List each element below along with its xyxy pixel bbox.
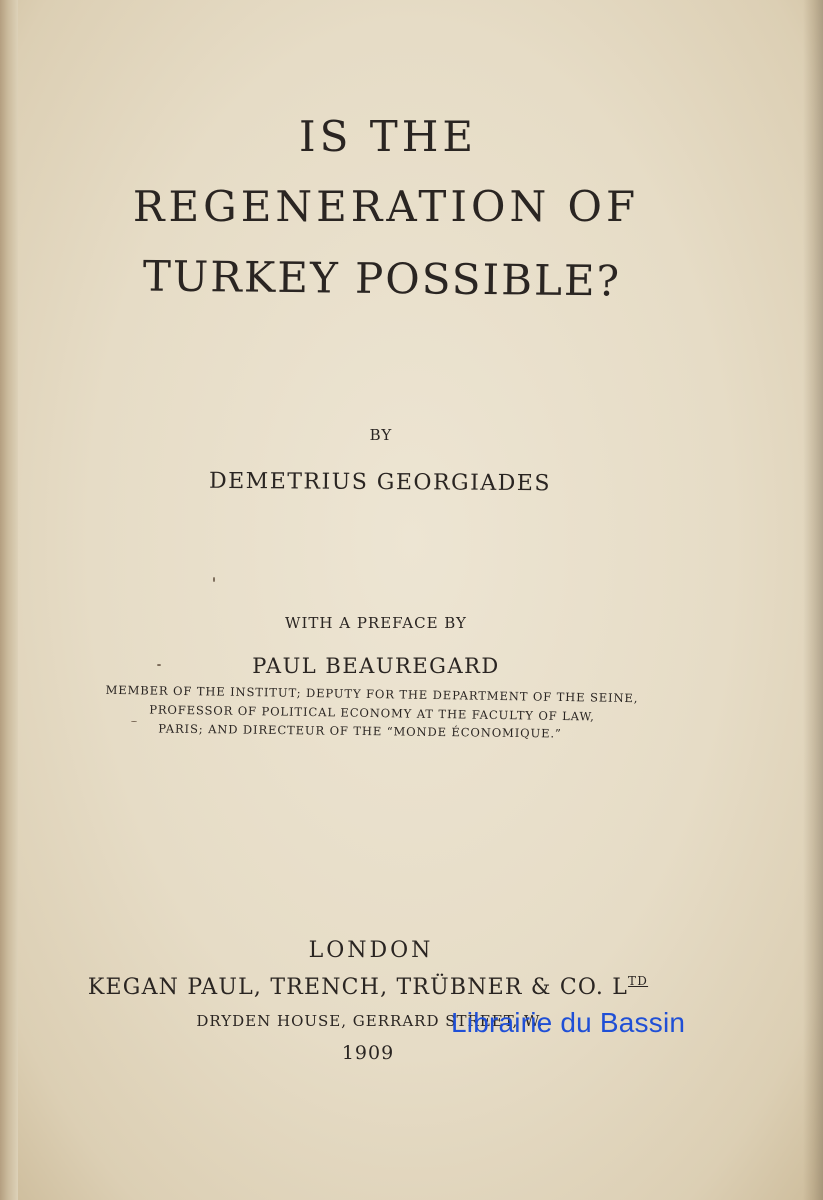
preface-credentials-line-1: MEMBER OF THE INSTITUT; DEPUTY FOR THE DEPARTMENT OF THE SEINE, [105, 682, 639, 706]
preface-author-name: PAUL BEAUREGARD [252, 654, 500, 678]
preface-intro: WITH A PREFACE BY [285, 614, 467, 632]
imprint-city: LONDON [308, 938, 434, 963]
title-line-2: REGENERATION OF [132, 182, 640, 231]
imprint-year: 1909 [341, 1042, 395, 1064]
publisher-name: KEGAN PAUL, TRENCH, TRÜBNER & CO. L [87, 975, 629, 1000]
imprint-publisher [88, 974, 648, 1000]
watermark-text: Librairie du Bassin [451, 1007, 686, 1038]
by-label: BY [369, 426, 393, 444]
preface-credentials-line-2: PROFESSOR OF POLITICAL ECONOMY AT THE FACULTY OF LAW, [149, 702, 595, 724]
book-gutter [0, 0, 18, 1200]
publisher-suffix: TD [628, 974, 649, 988]
title-line-3: TURKEY POSSIBLE? [142, 251, 622, 306]
imprint-address: DRYDEN HOUSE, GERRARD STREET, W. [196, 1012, 544, 1030]
page-edge-shadow [803, 0, 823, 1200]
title-line-1: IS THE [298, 112, 478, 161]
paper-fleck [213, 577, 215, 582]
paper-fleck [131, 721, 137, 722]
preface-credentials-line-3: PARIS; AND DIRECTEUR OF THE “MONDE ÉCONOMIQUE.” [158, 721, 562, 741]
paper-fleck [157, 664, 161, 666]
author-name: DEMETRIUS GEORGIADES [208, 468, 552, 497]
